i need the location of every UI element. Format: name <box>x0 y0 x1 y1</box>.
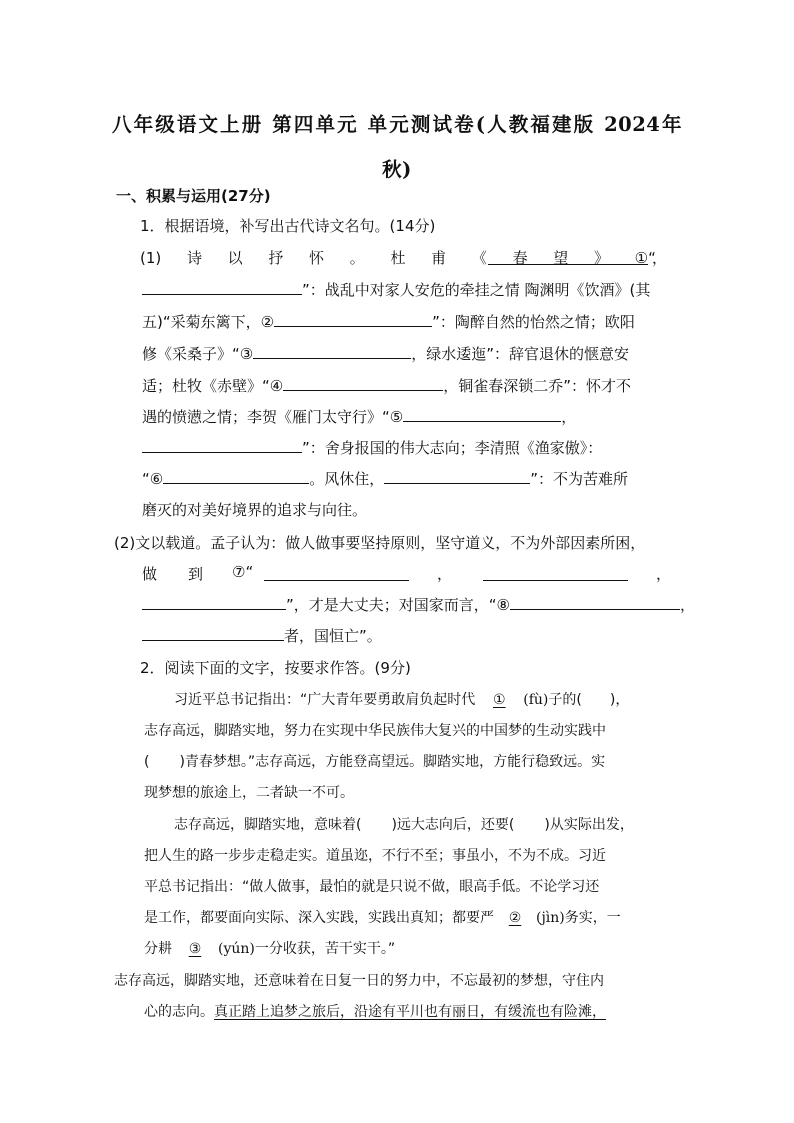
q2-para3-line-1: 志存高远，脚踏实地，还意味着在日复一日的努力中，不忘最初的梦想，守住内 <box>114 973 604 989</box>
answer-blank-5-cont[interactable] <box>142 438 302 453</box>
q1-p1-line-8: “⑥ 。风休住， ”：不为苦难所 <box>142 470 629 488</box>
q1-p1-line-2: ”：战乱中对家人安危的牵挂之情 陶渊明《饮酒》(其 <box>142 279 650 300</box>
answer-blank-6a[interactable] <box>163 469 309 484</box>
q2-para1-line-3: ( )青春梦想。”志存高远，方能登高望远。脚踏实地，方能行稳致远。实 <box>144 754 606 770</box>
q1-p1-label: (1) <box>140 249 162 267</box>
q2-para2-line-3: 平总书记指出：“做人做事，最怕的就是只说不做，眼高手低。不论学习还 <box>144 879 600 895</box>
answer-blank-1[interactable] <box>488 250 648 265</box>
q1-p2-line-2-c: ⑦“ <box>232 563 254 581</box>
q1-p1-line-1: (1) 诗 以 抒 怀 。 杜 甫 《 春 望 》 ①“ <box>140 249 656 267</box>
q2-para2-line-4: 是工作，都要面向实际、深入实践，实践出真知；都要严 ② (jìn)务实，一 <box>144 910 621 926</box>
q1-p2-comma-1: ， <box>437 565 453 583</box>
pinyin-blank-3[interactable]: ③ <box>188 941 202 957</box>
question-2-stem: 2．阅读下面的文字，按要求作答。(9分) <box>140 659 411 677</box>
q2-para1-line-2: 志存高远，脚踏实地，努力在实现中华民族伟大复兴的中国梦的生动实践中 <box>144 723 606 739</box>
answer-blank-1-cont[interactable] <box>142 280 302 295</box>
title-line-1: 八年级语文上册 第四单元 单元测试卷(人教福建版 2024年 <box>112 113 682 136</box>
q1-p2-line-2: 做 <box>142 565 158 583</box>
answer-blank-8-cont[interactable] <box>142 626 284 641</box>
title-line-2: 秋) <box>382 158 412 181</box>
q1-p1-line-9: 磨灭的对美好境界的追求与向往。 <box>142 501 368 519</box>
pinyin-blank-1[interactable]: ① <box>492 692 506 708</box>
q1-p1-line-3: 五)“采菊东篱下，② ”：陶醉自然的怡然之情；欧阳 <box>142 313 635 331</box>
q1-p2-line-1: (2)文以载道。孟子认为：做人做事要坚持原则，坚守道义，不为外部因素所困， <box>114 534 646 552</box>
answer-blank-2[interactable] <box>274 312 432 327</box>
q2-para3-line-2: 心的志向。真正踏上追梦之旅后，沿途有平川也有丽日，有缓流也有险滩， <box>144 1004 606 1020</box>
answer-blank-5[interactable] <box>403 407 561 422</box>
q2-para1-line-4: 现梦想的旅途上，二者缺一不可。 <box>144 785 354 801</box>
question-1-stem: 1．根据语境，补写出古代诗文名句。(14分) <box>140 217 436 235</box>
underlined-sentence: 真正踏上追梦之旅后，沿途有平川也有丽日，有缓流也有险滩， <box>214 1004 606 1020</box>
q1-p2-comma-2: ， <box>656 565 672 583</box>
q1-p2-line-2-b: 到 <box>188 565 204 583</box>
answer-blank-8[interactable] <box>510 595 680 610</box>
q1-p1-line-7: ”：舍身报国的伟大志向；李清照《渔家傲》： <box>142 437 602 458</box>
answer-blank-3[interactable] <box>253 344 411 359</box>
q2-para1-line-1: 习近平总书记指出：“广大青年要勇敢肩负起时代 ① (fù)子的( )， <box>174 692 630 708</box>
q2-para2-line-1: 志存高远，脚踏实地，意味着( )远大志向后，还要( )从实际出发， <box>174 817 634 833</box>
q1-p1-line-5: 适；杜牧《赤壁》“④ ，铜雀春深锁二乔”：怀才不 <box>142 377 632 395</box>
q1-p1-line-4: 修《采桑子》“③ ，绿水逶迤”：辞官退休的惬意安 <box>142 345 630 363</box>
exam-title <box>112 102 682 192</box>
answer-blank-4[interactable] <box>283 376 443 391</box>
answer-blank-7b[interactable] <box>483 566 628 581</box>
q1-p1-line-1-comma: ， <box>652 249 668 267</box>
q2-para2-line-2: 把人生的路一步步走稳走实。道虽迩，不行不至；事虽小，不为不成。习近 <box>144 848 606 864</box>
q2-para2-line-5: 分耕 ③ (yún)一分收获，苦干实干。” <box>144 941 396 957</box>
q1-p2-line-3: ”，才是大丈夫；对国家而言，“⑧ ， <box>142 594 695 615</box>
pinyin-blank-2[interactable]: ② <box>508 910 522 926</box>
q1-p2-line-4: 者，国恒亡”。 <box>142 625 382 646</box>
answer-blank-6b[interactable] <box>384 469 530 484</box>
q1-p1-line-6: 遇的愤懑之情；李贺《雁门太守行》“⑤ ， <box>142 408 577 426</box>
answer-blank-7a[interactable] <box>264 566 409 581</box>
answer-blank-7c[interactable] <box>142 595 286 610</box>
section-heading: 一、积累与运用(27分) <box>116 187 271 205</box>
